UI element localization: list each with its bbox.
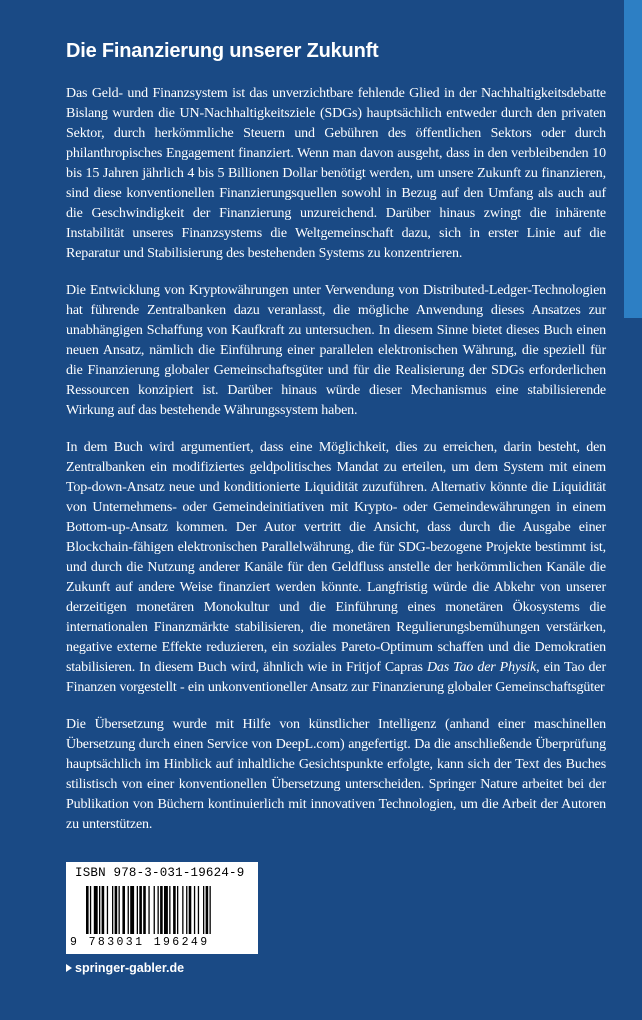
publisher-link[interactable] xyxy=(66,961,184,975)
paragraph-3-text-b: , ein Tao der Finanzen vorgestellt - ein unkonventioneller Ansatz zur Finanzierung globaler Gemeinschaftsgüter xyxy=(66,660,606,695)
barcode-bar xyxy=(160,886,163,934)
book-title: Die Finanzierung unserer Zukunft xyxy=(66,40,379,62)
barcode-bars xyxy=(84,886,252,938)
barcode-bar xyxy=(198,886,199,934)
barcode-bar xyxy=(206,886,209,934)
barcode-bar xyxy=(148,886,149,934)
barcode-bar xyxy=(94,886,98,934)
barcode-bar xyxy=(122,886,125,934)
barcode-bar xyxy=(112,886,113,934)
paragraph-3-text-a: In dem Buch wird argumentiert, dass eine Möglichkeit, dies zu erreichen, darin besteht, den Zentralbanken ein modifiziertes geldpolitisches Mandat zu erteilen, um dem System mit einem Top-down-Ansatz neue und konditionierte Liquidität zuzuführen. Alternativ könnte die Liquidität von Unternehmens- oder Gemeindeinitiativen mit Krypto- oder Gemeindewährungen in einem Bottom-up-Ansatz kommen. Der Autor vertritt die Ansicht, dass durch die Ausgabe einer Blockchain-fähigen elektronischen Parallelwährung, die für SDG-bezogene Projekte bestimmt ist, und durch die Nutzung anderer Kanäle für den Geldfluss anstelle der herkömmlichen Kanäle die Zukunft auf andere Weise finanziert werden könnte. Langfristig würde die Abkehr von unserer derzeitigen monetären Monokultur und die Einführung eines monetären Ökosystems die internationalen Finanzmärkte stabilisieren, die monetären Regulierungsbemühungen verstärken, negative externe Effekte reduzieren, ein soziales Pareto-Optimum schaffen und die Demokratien stabilisieren. In diesem Buch wird, ähnlich wie in Fritjof Capras xyxy=(66,440,606,675)
side-color-tab xyxy=(624,0,642,318)
barcode-bar xyxy=(90,886,91,934)
barcode-bar xyxy=(99,886,100,934)
barcode-bar xyxy=(128,886,129,934)
barcode-bar xyxy=(102,886,105,934)
barcode-bar xyxy=(86,886,89,934)
barcode-bar xyxy=(119,886,120,934)
barcode-bar xyxy=(186,886,187,934)
barcode-bar xyxy=(154,886,155,934)
blurb-content xyxy=(66,38,606,861)
isbn-label: ISBN 978-3-031-19624-9 xyxy=(75,866,245,880)
barcode-bar xyxy=(115,886,118,934)
barcode-bar xyxy=(130,886,134,934)
paragraph-3 xyxy=(66,438,606,698)
barcode-bar xyxy=(158,886,159,934)
barcode-bar xyxy=(173,886,176,934)
barcode-bar xyxy=(107,886,108,934)
paragraph-1: Das Geld- und Finanzsystem ist das unverzichtbare fehlende Glied in der Nachhaltigkeitsdebatte Bislang wurden die UN-Nachhaltigkeitsziele (SDGs) hauptsächlich entweder durch den privaten Sektor, durch herkömmliche Steuern und Gebühren des öffentlichen Sektors oder durch philanthropisches Engagement finanziert. Wenn man davon ausgeht, dass in den verbleibenden 10 bis 15 Jahren jährlich 4 bis 5 Billionen Dollar benötigt werden, um unsere Zukunft zu finanzieren, sind diese konventionellen Finanzierungsquellen sowohl in Bezug auf den Umfang als auch auf die Geschwindigkeit der Finanzierung unzureichend. Darüber hinaus zwingt die inhärente Instabilität unseres Finanzsystems die Weltgemeinschaft dazu, sich in erster Linie auf die Reparatur und Stabilisierung des bestehenden Systems zu konzentrieren. xyxy=(66,86,606,261)
barcode-bar xyxy=(194,886,195,934)
publisher-url: springer-gabler.de xyxy=(75,961,185,975)
barcode-bar xyxy=(182,886,183,934)
arrow-right-icon xyxy=(66,964,72,972)
barcode-bar xyxy=(203,886,204,934)
paragraph-2: Die Entwicklung von Kryptowährungen unter Verwendung von Distributed-Ledger-Technologien hat führende Zentralbanken dazu veranlasst, die mögliche Anwendung dieses Ansatzes zur unabhängigen Schaffung von Kaufkraft zu untersuchen. In diesem Sinne bietet dieses Buch einen neuen Ansatz, nämlich die Einführung einer parallelen elektronischen Währung, die speziell für die Finanzierung globaler Gemeinschaftsgüter und für die Realisierung der SDGs erforderlichen Ressourcen konzipiert ist. Darüber hinaus würde dieser Mechanismus eine stabilisierende Wirkung auf das bestehende Währungssystem haben. xyxy=(66,283,606,418)
translation-note: Die Übersetzung wurde mit Hilfe von künstlicher Intelligenz (anhand einer maschinellen Übersetzung durch einen Service von DeepL.com) angefertigt. Da die anschließende Überprüfung hauptsächlich im Hinblick auf inhaltliche Gesichtspunkte erfolgte, kann sich der Text des Buches stilistisch von einer konventionellen Übersetzung unterscheiden. Springer Nature arbeitet bei der Publikation von Büchern kontinuierlich mit innovativen Technologien, um die Arbeit der Autoren zu unterstützen. xyxy=(66,717,606,832)
barcode-bar xyxy=(169,886,170,934)
cited-book-title: Das Tao der Physik xyxy=(426,660,537,675)
isbn-barcode xyxy=(66,862,258,954)
barcode-bar xyxy=(210,886,211,934)
barcode-bar xyxy=(164,886,168,934)
barcode-bar xyxy=(139,886,142,934)
barcode-graphic xyxy=(84,886,252,938)
barcode-bar xyxy=(177,886,178,934)
barcode-bar xyxy=(189,886,192,934)
barcode-digits: 9 783031 196249 xyxy=(70,936,210,949)
barcode-bar xyxy=(137,886,138,934)
barcode-bar xyxy=(143,886,146,934)
